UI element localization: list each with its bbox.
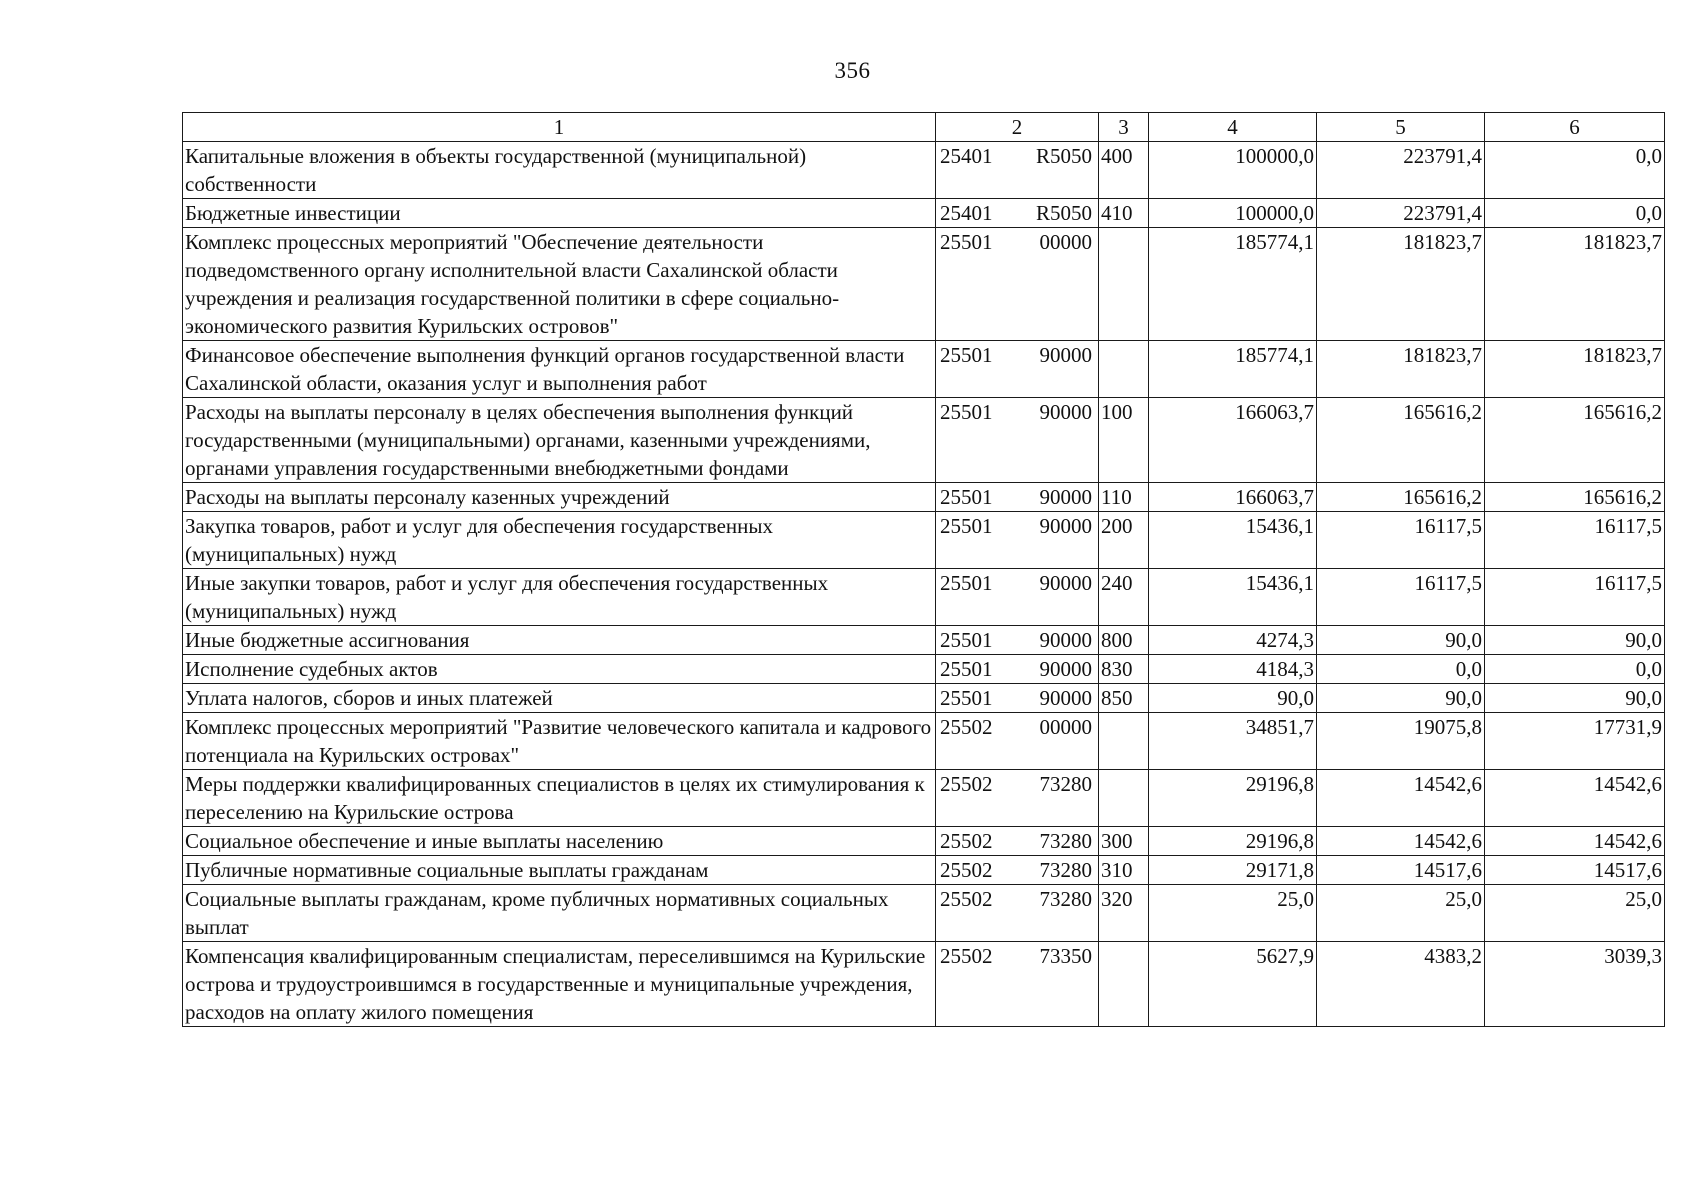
table-row	[183, 655, 1665, 684]
table-row	[183, 684, 1665, 713]
column-header-2: 2	[936, 113, 1099, 142]
row-value-6: 0,0	[1485, 142, 1665, 199]
row-name: Иные закупки товаров, работ и услуг для обеспечения государственных (муниципальных) нужд	[183, 569, 936, 626]
row-value-6: 14542,6	[1485, 770, 1665, 827]
row-value-5: 19075,8	[1317, 713, 1485, 770]
row-value-4: 34851,7	[1149, 713, 1317, 770]
row-value-4: 15436,1	[1149, 569, 1317, 626]
table-row	[183, 199, 1665, 228]
row-target-code	[936, 885, 1099, 942]
row-expense-group: 200	[1099, 512, 1149, 569]
row-name: Социальные выплаты гражданам, кроме публичных нормативных социальных выплат	[183, 885, 936, 942]
table-row	[183, 713, 1665, 770]
code-direction: 90000	[1039, 686, 1092, 710]
row-value-4: 90,0	[1149, 684, 1317, 713]
row-expense-group: 850	[1099, 684, 1149, 713]
page-number: 356	[834, 58, 871, 83]
row-value-4: 166063,7	[1149, 398, 1317, 483]
code-program: 25502	[940, 829, 993, 853]
row-value-6: 165616,2	[1485, 398, 1665, 483]
row-target-code	[936, 569, 1099, 626]
row-value-5: 14542,6	[1317, 770, 1485, 827]
row-value-6: 181823,7	[1485, 228, 1665, 341]
row-value-4: 25,0	[1149, 885, 1317, 942]
row-value-6: 0,0	[1485, 199, 1665, 228]
row-expense-group: 100	[1099, 398, 1149, 483]
row-expense-group: 310	[1099, 856, 1149, 885]
row-value-4: 15436,1	[1149, 512, 1317, 569]
row-target-code	[936, 713, 1099, 770]
row-target-code	[936, 626, 1099, 655]
row-value-6: 17731,9	[1485, 713, 1665, 770]
table-row	[183, 142, 1665, 199]
row-target-code	[936, 827, 1099, 856]
row-value-4: 100000,0	[1149, 142, 1317, 199]
code-direction: 73350	[1039, 944, 1092, 968]
row-value-6: 165616,2	[1485, 483, 1665, 512]
row-target-code	[936, 483, 1099, 512]
code-direction: 90000	[1039, 571, 1092, 595]
code-direction: 73280	[1039, 887, 1092, 911]
code-direction: 00000	[1039, 715, 1092, 739]
row-target-code	[936, 856, 1099, 885]
row-value-5: 223791,4	[1317, 142, 1485, 199]
row-expense-group: 320	[1099, 885, 1149, 942]
row-value-4: 185774,1	[1149, 341, 1317, 398]
code-direction: 73280	[1039, 829, 1092, 853]
code-program: 25501	[940, 657, 993, 681]
row-name: Бюджетные инвестиции	[183, 199, 936, 228]
row-expense-group	[1099, 228, 1149, 341]
table-row	[183, 228, 1665, 341]
row-value-4: 5627,9	[1149, 942, 1317, 1027]
table-row	[183, 856, 1665, 885]
code-program: 25502	[940, 772, 993, 796]
row-value-6: 0,0	[1485, 655, 1665, 684]
row-target-code	[936, 228, 1099, 341]
row-name: Публичные нормативные социальные выплаты гражданам	[183, 856, 936, 885]
row-value-5: 14517,6	[1317, 856, 1485, 885]
code-program: 25501	[940, 686, 993, 710]
row-expense-group: 240	[1099, 569, 1149, 626]
row-value-5: 16117,5	[1317, 512, 1485, 569]
row-value-5: 4383,2	[1317, 942, 1485, 1027]
code-program: 25501	[940, 343, 993, 367]
row-value-6: 16117,5	[1485, 512, 1665, 569]
row-value-6: 90,0	[1485, 626, 1665, 655]
code-program: 25501	[940, 628, 993, 652]
row-value-5: 165616,2	[1317, 483, 1485, 512]
row-name: Уплата налогов, сборов и иных платежей	[183, 684, 936, 713]
code-program: 25501	[940, 485, 993, 509]
code-direction: R5050	[1035, 144, 1092, 168]
row-value-5: 181823,7	[1317, 228, 1485, 341]
table-row	[183, 341, 1665, 398]
row-value-6: 16117,5	[1485, 569, 1665, 626]
row-target-code	[936, 942, 1099, 1027]
row-value-4: 4274,3	[1149, 626, 1317, 655]
row-value-5: 223791,4	[1317, 199, 1485, 228]
row-target-code	[936, 770, 1099, 827]
row-value-5: 14542,6	[1317, 827, 1485, 856]
row-value-5: 90,0	[1317, 684, 1485, 713]
row-value-6: 3039,3	[1485, 942, 1665, 1027]
row-name: Компенсация квалифицированным специалистам, переселившимся на Курильские острова и трудоустроившимся в государственные и муниципальные учреждения, расходов на оплату жилого помещения	[183, 942, 936, 1027]
row-name: Иные бюджетные ассигнования	[183, 626, 936, 655]
row-value-4: 185774,1	[1149, 228, 1317, 341]
row-value-6: 14517,6	[1485, 856, 1665, 885]
table-row	[183, 483, 1665, 512]
code-program: 25401	[940, 144, 993, 168]
row-expense-group: 830	[1099, 655, 1149, 684]
row-value-5: 165616,2	[1317, 398, 1485, 483]
row-value-5: 16117,5	[1317, 569, 1485, 626]
row-name: Комплекс процессных мероприятий "Развитие человеческого капитала и кадрового потенциала на Курильских островах"	[183, 713, 936, 770]
row-target-code	[936, 655, 1099, 684]
row-target-code	[936, 684, 1099, 713]
row-value-5: 181823,7	[1317, 341, 1485, 398]
table-row	[183, 398, 1665, 483]
row-expense-group	[1099, 713, 1149, 770]
code-direction: 90000	[1039, 343, 1092, 367]
code-direction: 90000	[1039, 628, 1092, 652]
row-expense-group: 300	[1099, 827, 1149, 856]
row-name: Меры поддержки квалифицированных специалистов в целях их стимулирования к переселению на Курильские острова	[183, 770, 936, 827]
row-name: Расходы на выплаты персоналу в целях обеспечения выполнения функций государственными (муниципальными) органами, казенными учреждениями, органами управления государственными внебюджетными фондами	[183, 398, 936, 483]
code-program: 25401	[940, 201, 993, 225]
row-value-4: 166063,7	[1149, 483, 1317, 512]
table-header-row	[183, 113, 1665, 142]
row-target-code	[936, 142, 1099, 199]
row-value-4: 100000,0	[1149, 199, 1317, 228]
row-target-code	[936, 341, 1099, 398]
row-value-5: 0,0	[1317, 655, 1485, 684]
table-row	[183, 827, 1665, 856]
row-expense-group: 800	[1099, 626, 1149, 655]
row-value-4: 29171,8	[1149, 856, 1317, 885]
row-name: Финансовое обеспечение выполнения функций органов государственной власти Сахалинской области, оказания услуг и выполнения работ	[183, 341, 936, 398]
row-value-6: 14542,6	[1485, 827, 1665, 856]
table-row	[183, 626, 1665, 655]
column-header-3: 3	[1099, 113, 1149, 142]
row-name: Комплекс процессных мероприятий "Обеспечение деятельности подведомственного органу исполнительной власти Сахалинской области учреждения и реализация государственной политики в сфере социально-экономического развития Курильских островов"	[183, 228, 936, 341]
row-expense-group: 400	[1099, 142, 1149, 199]
row-name: Капитальные вложения в объекты государственной (муниципальной) собственности	[183, 142, 936, 199]
code-program: 25502	[940, 887, 993, 911]
row-target-code	[936, 398, 1099, 483]
row-value-4: 4184,3	[1149, 655, 1317, 684]
row-value-6: 90,0	[1485, 684, 1665, 713]
table-row	[183, 569, 1665, 626]
code-program: 25502	[940, 858, 993, 882]
table-row	[183, 770, 1665, 827]
row-name: Закупка товаров, работ и услуг для обеспечения государственных (муниципальных) нужд	[183, 512, 936, 569]
column-header-5: 5	[1317, 113, 1485, 142]
table-row	[183, 512, 1665, 569]
row-expense-group: 110	[1099, 483, 1149, 512]
row-value-6: 181823,7	[1485, 341, 1665, 398]
code-program: 25501	[940, 514, 993, 538]
column-header-6: 6	[1485, 113, 1665, 142]
code-program: 25501	[940, 571, 993, 595]
budget-table	[182, 112, 1665, 1027]
row-expense-group	[1099, 341, 1149, 398]
code-direction: 90000	[1039, 514, 1092, 538]
column-header-1: 1	[183, 113, 936, 142]
code-direction: 73280	[1039, 772, 1092, 796]
row-expense-group: 410	[1099, 199, 1149, 228]
row-name: Исполнение судебных актов	[183, 655, 936, 684]
row-target-code	[936, 512, 1099, 569]
code-direction: 90000	[1039, 400, 1092, 424]
code-program: 25501	[940, 400, 993, 424]
code-program: 25501	[940, 230, 993, 254]
code-program: 25502	[940, 944, 993, 968]
table-row	[183, 942, 1665, 1027]
row-name: Расходы на выплаты персоналу казенных учреждений	[183, 483, 936, 512]
table-row	[183, 885, 1665, 942]
code-program: 25502	[940, 715, 993, 739]
row-value-4: 29196,8	[1149, 827, 1317, 856]
row-value-5: 90,0	[1317, 626, 1485, 655]
code-direction: 90000	[1039, 485, 1092, 509]
row-expense-group	[1099, 770, 1149, 827]
row-value-4: 29196,8	[1149, 770, 1317, 827]
code-direction: 73280	[1039, 858, 1092, 882]
row-target-code	[936, 199, 1099, 228]
row-value-6: 25,0	[1485, 885, 1665, 942]
row-name: Социальное обеспечение и иные выплаты населению	[183, 827, 936, 856]
row-value-5: 25,0	[1317, 885, 1485, 942]
row-expense-group	[1099, 942, 1149, 1027]
column-header-4: 4	[1149, 113, 1317, 142]
code-direction: 00000	[1039, 230, 1092, 254]
code-direction: 90000	[1039, 657, 1092, 681]
code-direction: R5050	[1035, 201, 1092, 225]
